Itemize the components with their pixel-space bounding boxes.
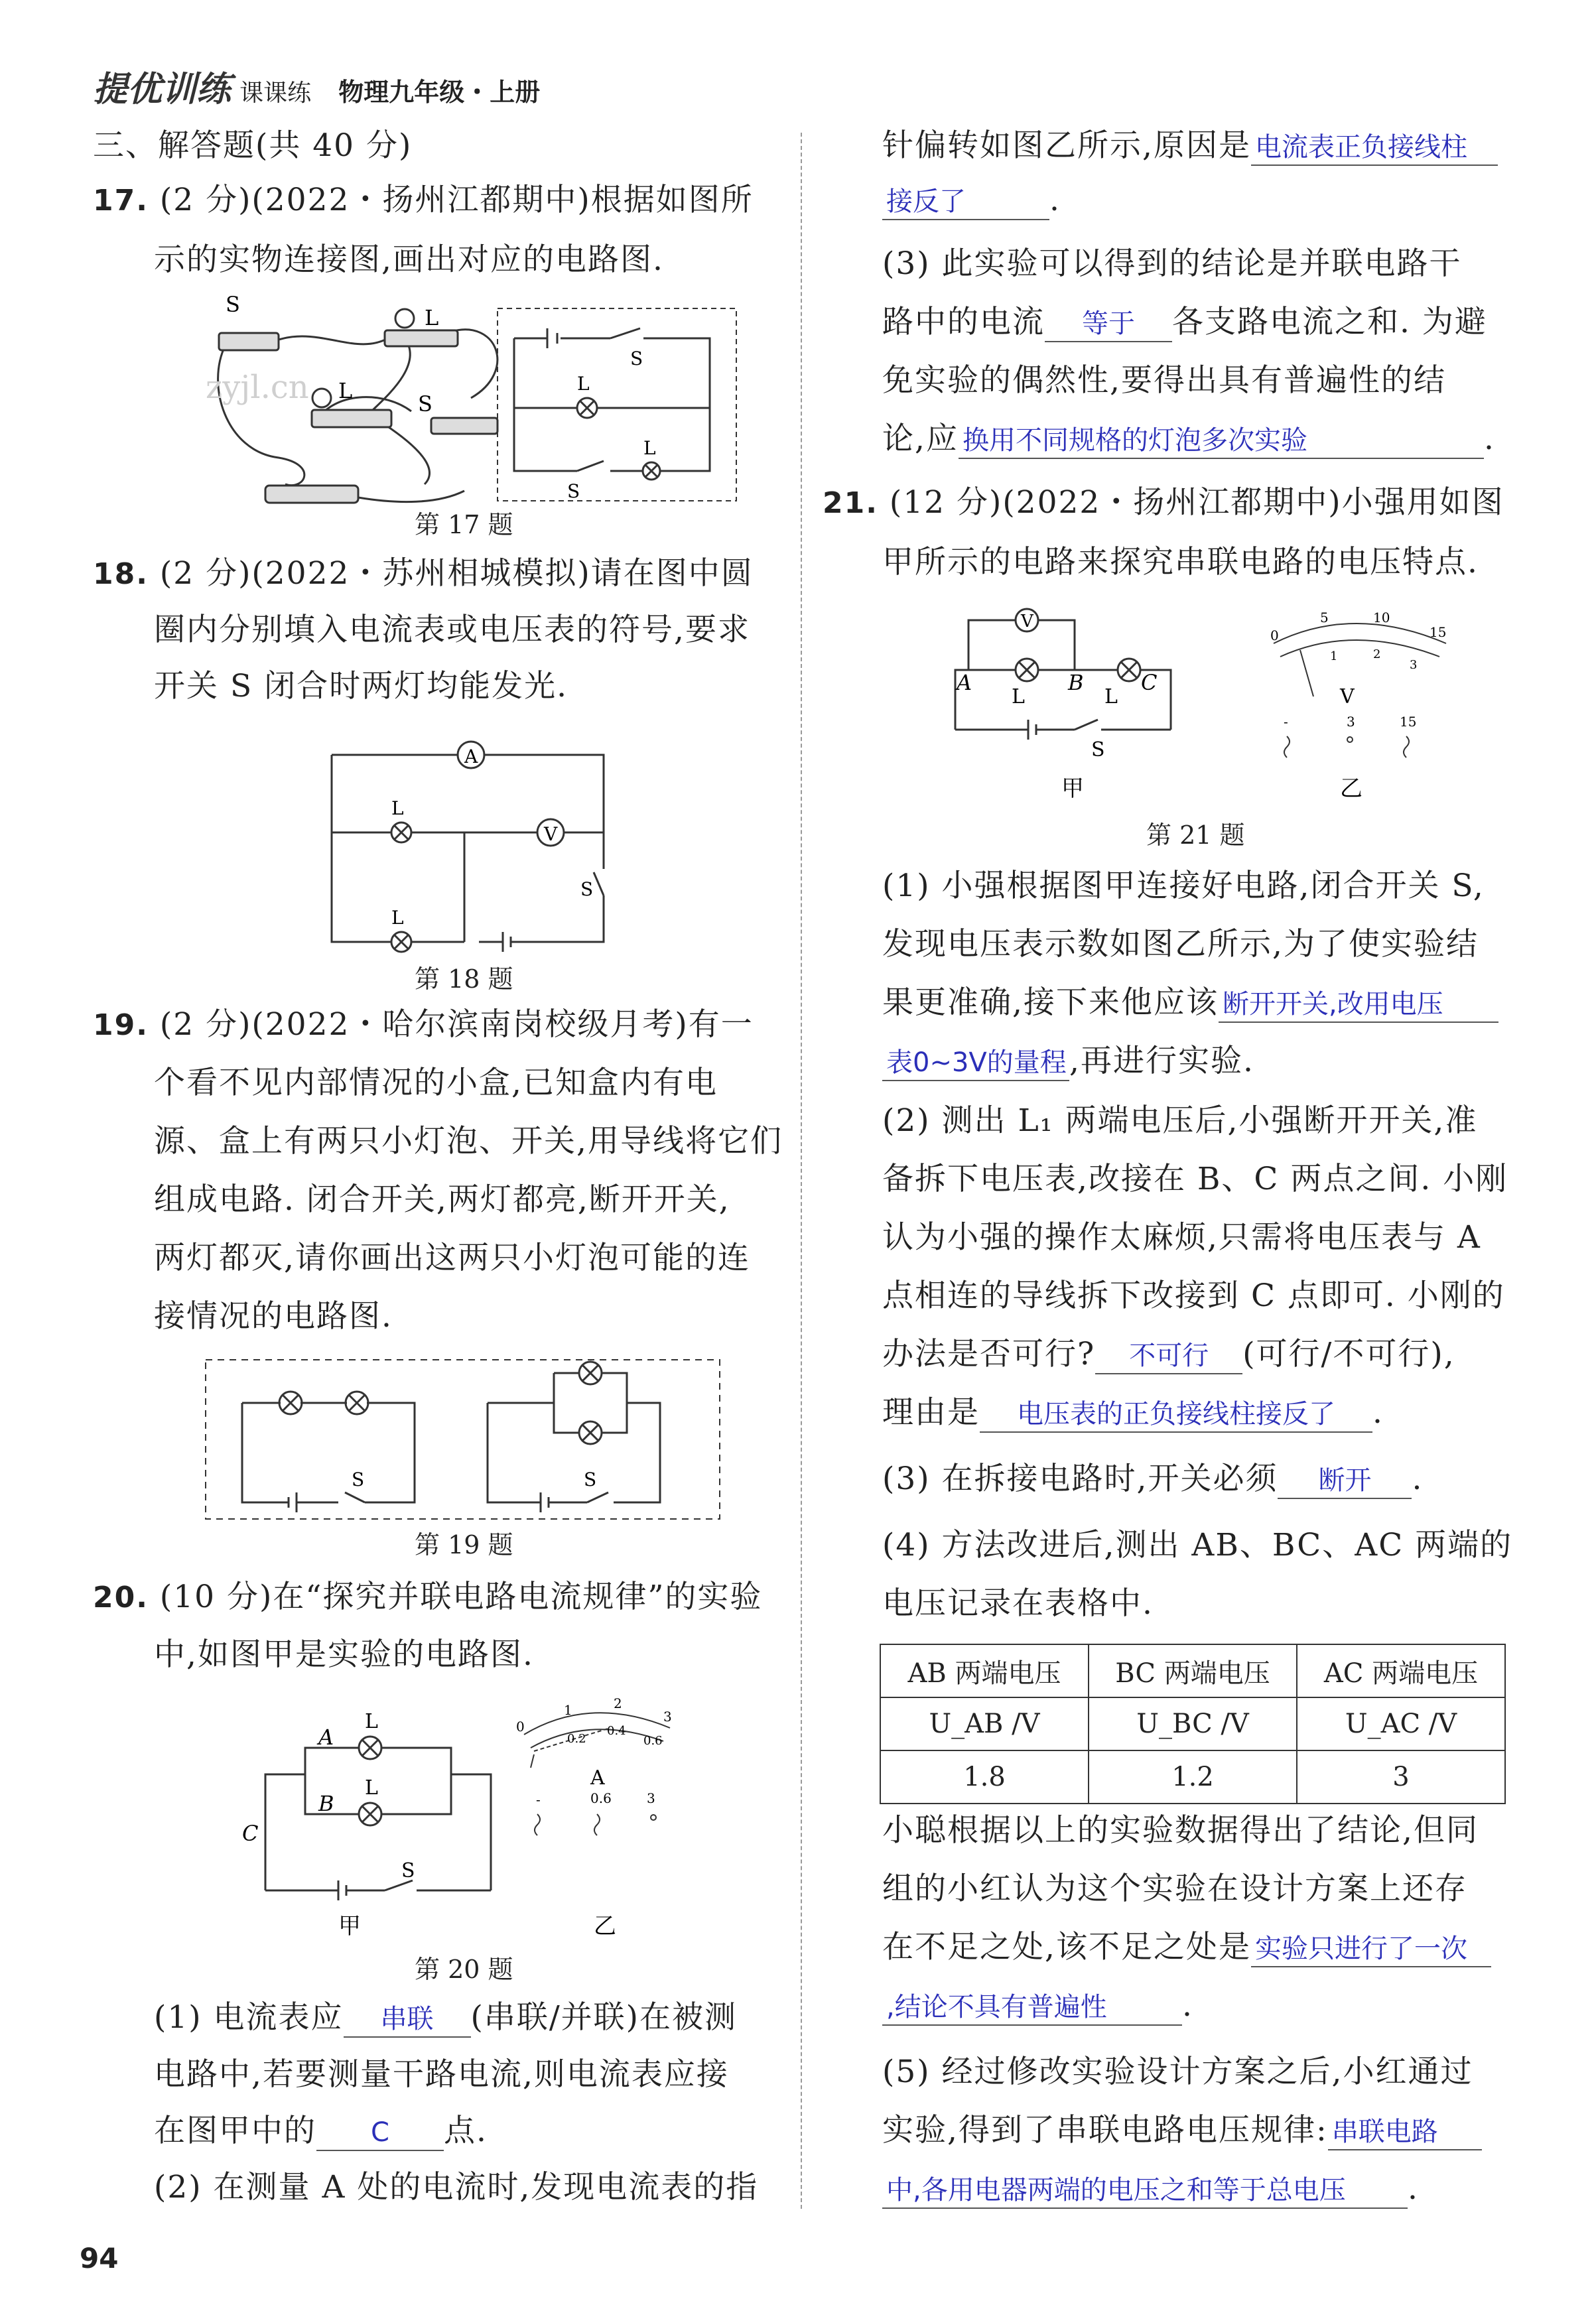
q21-voltmeter (1274, 624, 1446, 696)
q17-text (93, 180, 754, 221)
q17-line-2: 示的实物连接图,画出对应的电路图. (154, 241, 664, 278)
q21-text (823, 483, 1504, 523)
q21-answer-action-2: 表0~3V的量程 (882, 1045, 1069, 1081)
q21-caption: 第 21 题 (1146, 821, 1245, 850)
q21-voltage-table (880, 1644, 1506, 1804)
q20-part2-line3 (882, 180, 1061, 220)
q21-answer-reason: 电压表的正负接线柱接反了 (980, 1397, 1372, 1433)
q19-line-2: 个看不见内部情况的小盒,已知盒内有电 (154, 1065, 718, 1101)
column-divider (801, 133, 802, 2209)
q20-part3-line4 (882, 419, 1495, 459)
q21-part1-line4 (882, 1041, 1254, 1081)
q21-p2-f: (可行/不可行), (1242, 1336, 1455, 1372)
q18-voltmeter-label: V (544, 823, 558, 845)
brand-logo: 提优训练 (93, 70, 232, 109)
q20-part2-line2 (882, 126, 1498, 166)
q20-p1-b: (串联/并联)在被测 (470, 1999, 738, 2036)
q20-p3-end: . (1483, 421, 1495, 457)
q21-part5-line1: (5) 经过修改实验设计方案之后,小红通过 (882, 2054, 1473, 2090)
q21-terminal-3: 3 (1347, 714, 1355, 730)
q17-physical-parts (219, 309, 498, 503)
q21-answer-law-2: 中,各用电器两端的电压之和等于总电压 (882, 2173, 1408, 2209)
q20-part2-line1: (2) 在测量 A 处的电流时,发现电流表的指 (154, 2169, 759, 2205)
q21-scale-2: 2 (1373, 647, 1381, 661)
table-header: AB 两端电压 (880, 1644, 1089, 1697)
q20-figure (239, 1681, 703, 1953)
q20-text (93, 1577, 762, 1618)
q18-line-3: 开关 S 闭合时两灯均能发光. (154, 668, 568, 704)
q20-fig-jia: 甲 (338, 1913, 361, 1940)
q21-scale-5: 5 (1320, 610, 1329, 625)
q20-p1-a: (1) 电流表应 (154, 1999, 344, 2036)
q17-label-l1: L (338, 378, 353, 403)
table-row (880, 1697, 1505, 1750)
q21-p2-g: 理由是 (882, 1394, 980, 1431)
q21-point-b: B (1068, 670, 1084, 695)
q21-scale-15: 15 (1430, 624, 1447, 640)
q18-figure (325, 736, 617, 955)
q21-part3-line1 (882, 1459, 1423, 1499)
q21-part4-line6 (882, 1986, 1193, 2026)
table-unit: U_BC /V (1089, 1697, 1297, 1750)
q21-answer-action-1: 断开开关,改用电压 (1219, 987, 1498, 1023)
q20-answer-point-c: C (316, 2115, 444, 2151)
q19-caption: 第 19 题 (415, 1530, 513, 1559)
table-unit: U_AB /V (880, 1697, 1089, 1750)
q21-part2-line2: 备拆下电压表,改接在 B、C 两点之间. 小刚 (882, 1161, 1508, 1197)
table-unit: U_AC /V (1297, 1697, 1505, 1750)
q19-label-s-left: S (352, 1469, 365, 1490)
q20-part3-line1: (3) 此实验可以得到的结论是并联电路干 (882, 245, 1462, 282)
q21-p5-end: . (1408, 2170, 1419, 2207)
q21-part2-line5 (882, 1335, 1455, 1374)
q21-scale-10: 10 (1373, 610, 1390, 625)
q19-line-6: 接情况的电路图. (154, 1298, 393, 1335)
q20-scale-06: 0.6 (643, 1734, 663, 1748)
page-number: 94 (80, 2242, 119, 2274)
q21-fig-yi: 乙 (1340, 775, 1363, 802)
q20-scale-04: 0.4 (607, 1724, 626, 1738)
q21-number: 21. (823, 486, 878, 520)
q21-answer-feasible: 不可行 (1095, 1339, 1242, 1374)
q18-label-s: S (580, 878, 594, 900)
q20-scale-3: 3 (663, 1709, 672, 1725)
header-book-title: 物理九年级・上册 (338, 78, 541, 107)
q21-part1-line1: (1) 小强根据图甲连接好电路,闭合开关 S, (882, 868, 1485, 904)
q20-part1-line1 (154, 1998, 737, 2038)
q17-circuit-label-l2: L (643, 437, 656, 459)
q19-line-4: 组成电路. 闭合开关,两灯都亮,断开开关, (154, 1181, 730, 1218)
q21-terminal-neg: - (1284, 714, 1288, 730)
q21-p2-e: 办法是否可行? (882, 1336, 1096, 1372)
q21-part2-line1: (2) 测出 L₁ 两端电压后,小强断开开关,准 (882, 1102, 1478, 1139)
q17-circuit-label-l1: L (577, 373, 590, 395)
q21-line-2: 甲所示的电路来探究串联电路的电压特点. (882, 544, 1479, 580)
q21-part1-line3 (882, 983, 1498, 1023)
q20-p3-b2: 各支路电流之和. 为避 (1172, 304, 1487, 340)
q20-terminal-neg: - (536, 1792, 541, 1808)
section-title: 三、解答题(共 40 分) (93, 127, 413, 164)
q19-number: 19. (93, 1008, 149, 1042)
q21-part1-line2: 发现电压表示数如图乙所示,为了使实验结 (882, 926, 1479, 962)
q20-p2-b: 针偏转如图乙所示,原因是 (882, 127, 1251, 164)
q20-answer-equal: 等于 (1045, 306, 1172, 342)
table-cell: 1.8 (880, 1750, 1089, 1804)
q18-line-2: 圈内分别填入电流表或电压表的符号,要求 (154, 612, 750, 648)
q21-p1-c: 果更准确,接下来他应该 (882, 984, 1219, 1021)
q21-p2-end: . (1372, 1394, 1384, 1431)
q21-p3-end: . (1412, 1461, 1424, 1497)
q20-part1-line3 (154, 2111, 488, 2151)
q20-point-b: B (318, 1791, 334, 1816)
q20-fig-yi: 乙 (594, 1913, 616, 1940)
q20-p1-e: 点. (444, 2113, 488, 2149)
q19-text (93, 1005, 754, 1045)
q21-label-l2: L (1104, 685, 1118, 708)
q20-answer-method: 换用不同规格的灯泡多次实验 (959, 423, 1484, 459)
q20-part3-line3: 免实验的偶然性,要得出具有普遍性的结 (882, 362, 1446, 399)
q20-label-l1: L (365, 1710, 378, 1733)
table-header: AC 两端电压 (1297, 1644, 1505, 1697)
q21-answer-deficiency-1: 实验只进行了一次 (1251, 1932, 1491, 1967)
q17-circuit-diagram (514, 328, 710, 480)
q20-terminal-3: 3 (647, 1790, 655, 1806)
q21-label-l1: L (1012, 685, 1025, 708)
q21-terminal-15: 15 (1400, 714, 1417, 730)
q17-caption: 第 17 题 (415, 510, 513, 539)
q21-part2-line3: 认为小强的操作太麻烦,只需将电压表与 A (882, 1219, 1481, 1256)
q18-label-l1: L (391, 797, 404, 819)
q20-answer-series: 串联 (344, 2002, 471, 2038)
q20-terminal-06: 0.6 (590, 1790, 612, 1806)
q21-part2-line6 (882, 1393, 1384, 1433)
q19-line-1: (2 分)(2022・哈尔滨南岗校级月考)有一 (159, 1006, 754, 1043)
q18-label-l2: L (391, 907, 404, 929)
q20-scale-02: 0.2 (567, 1732, 586, 1746)
q21-part4-line1: (4) 方法改进后,测出 AB、BC、AC 两端的 (882, 1527, 1513, 1563)
q21-point-c: C (1141, 670, 1158, 695)
q17-line-1: (2 分)(2022・扬州江都期中)根据如图所 (159, 182, 754, 218)
q21-scale-0: 0 (1270, 627, 1279, 643)
q18-ammeter-label: A (464, 746, 478, 767)
q20-answer-reason-1: 电流表正负接线柱 (1251, 130, 1498, 166)
q20-part3-line2 (882, 302, 1487, 342)
header-subtitle: 课课练 (239, 80, 312, 107)
q21-part5-line2 (882, 2111, 1482, 2150)
q21-p5-b: 实验,得到了串联电路电压规律: (882, 2112, 1328, 2148)
q18-text (93, 554, 754, 594)
q20-number: 20. (93, 1581, 149, 1614)
table-row (880, 1750, 1505, 1804)
q21-part4-line3: 小聪根据以上的实验数据得出了结论,但同 (882, 1812, 1479, 1849)
q21-answer-deficiency-2: ,结论不具有普遍性 (882, 1990, 1182, 2026)
q21-fig-jia: 甲 (1061, 775, 1084, 802)
q17-figure (186, 292, 750, 511)
q20-label-s: S (401, 1859, 415, 1882)
q21-line-1: (12 分)(2022・扬州江都期中)小强用如图 (889, 484, 1504, 521)
q20-line-1: (10 分)在“探究并联电路电流规律”的实验 (159, 1579, 763, 1615)
q17-circuit-label-s2: S (567, 480, 580, 502)
page-header (93, 61, 540, 111)
q21-meter-label: V (1340, 685, 1355, 708)
q21-answer-law-1: 串联电路 (1328, 2115, 1482, 2150)
q20-line-2: 中,如图甲是实验的电路图. (154, 1636, 534, 1673)
q19-line-3: 源、盒上有两只小灯泡、开关,用导线将它们 (154, 1123, 783, 1159)
q20-point-a: A (318, 1725, 334, 1750)
q20-scale-1: 1 (564, 1702, 572, 1718)
q20-p3-b1: 路中的电流 (882, 304, 1045, 340)
table-cell: 3 (1297, 1750, 1505, 1804)
q21-scale-1: 1 (1330, 649, 1338, 663)
q21-part2-line4: 点相连的导线拆下改接到 C 点即可. 小刚的 (882, 1278, 1505, 1314)
q20-answer-reason-2: 接反了 (882, 184, 1049, 220)
q20-part1-line2: 电路中,若要测量干路电流,则电流表应接 (154, 2056, 729, 2093)
q18-number: 18. (93, 557, 149, 591)
q21-answer-open: 断开 (1278, 1463, 1412, 1499)
q17-label-s2: S (226, 292, 240, 317)
watermark: zyjl.cn (206, 369, 309, 406)
q20-meter-label: A (590, 1766, 605, 1790)
q21-p3-a: (3) 在拆接电路时,开关必须 (882, 1461, 1278, 1497)
q21-part4-line4: 组的小红认为这个实验在设计方案上还存 (882, 1871, 1467, 1907)
q21-label-s: S (1091, 738, 1105, 761)
q17-circuit-label-s1: S (630, 348, 643, 369)
q20-p1-d: 在图甲中的 (154, 2113, 316, 2149)
q21-point-a: A (957, 670, 972, 695)
q21-voltmeter-symbol: V (1021, 612, 1033, 631)
q20-p3-d: 论,应 (882, 421, 959, 457)
q21-part5-line3 (882, 2169, 1419, 2209)
q21-scale-3: 3 (1410, 658, 1418, 672)
table-header: BC 两端电压 (1089, 1644, 1297, 1697)
q18-caption: 第 18 题 (415, 964, 513, 994)
q19-line-5: 两灯都灭,请你画出这两只小灯泡可能的连 (154, 1240, 750, 1276)
table-cell: 1.2 (1089, 1750, 1297, 1804)
q17-number: 17. (93, 184, 149, 218)
q20-caption: 第 20 题 (415, 1955, 513, 1984)
q21-p4-e: 在不足之处,该不足之处是 (882, 1929, 1251, 1965)
q20-scale-2: 2 (614, 1695, 622, 1711)
q19-label-s-right: S (584, 1469, 597, 1490)
q19-figure (202, 1353, 726, 1526)
q21-p4-end: . (1182, 1987, 1193, 2024)
q20-scale-0: 0 (516, 1719, 525, 1735)
q20-label-l2: L (365, 1776, 378, 1800)
q20-p2-end: . (1049, 182, 1061, 218)
q21-p1-d: ,再进行实验. (1069, 1043, 1254, 1079)
q17-label-s1: S (418, 391, 432, 417)
q21-part4-line5 (882, 1928, 1491, 1967)
q20-point-c: C (242, 1821, 259, 1846)
q21-part4-line2: 电压记录在表格中. (882, 1585, 1154, 1622)
q17-label-l2: L (425, 305, 439, 330)
q19-box (206, 1360, 720, 1519)
table-row (880, 1644, 1505, 1697)
q18-line-1: (2 分)(2022・苏州相城模拟)请在图中圆 (159, 555, 754, 592)
q21-figure (942, 597, 1512, 816)
